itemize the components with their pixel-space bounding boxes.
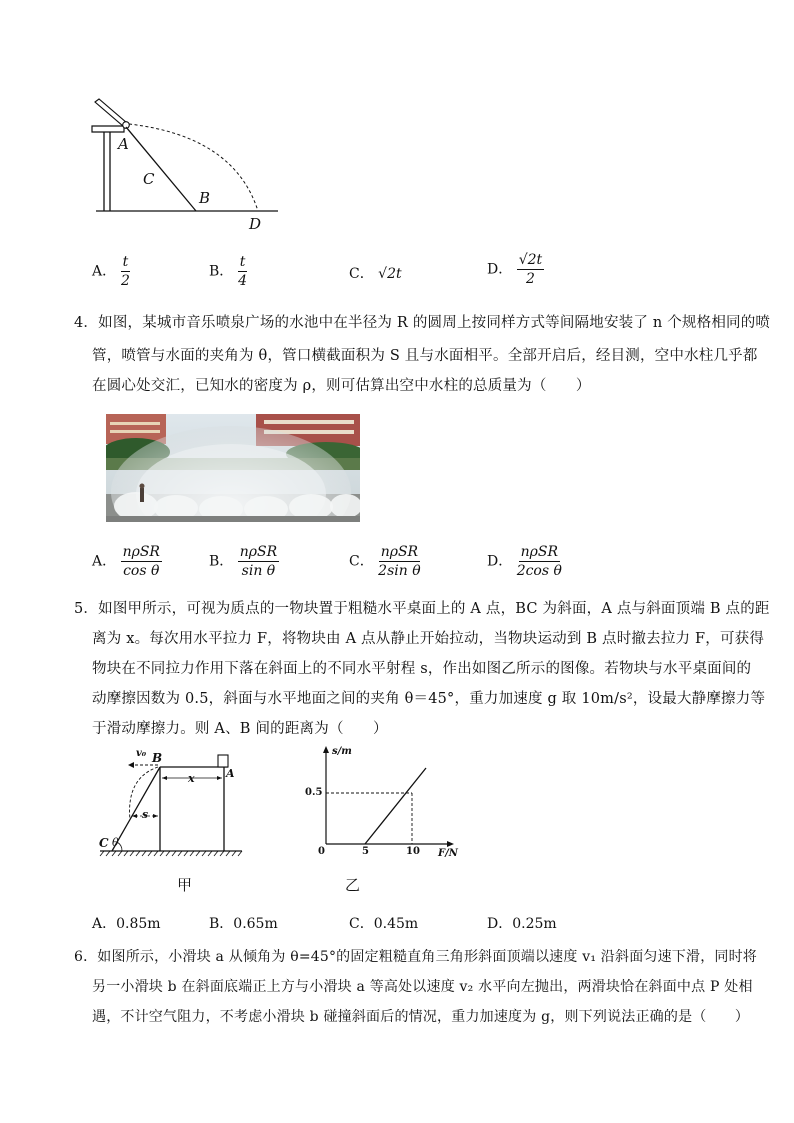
q3-option-b[interactable]: B． $\frac{t}{4}$	[209, 254, 248, 289]
q5-graph-yi	[300, 742, 470, 862]
q5-option-c[interactable]: C．0.45m	[349, 916, 419, 932]
q3-option-a[interactable]: A． $\frac{t}{2}$	[92, 254, 130, 289]
q4-option-d[interactable]: D． $\frac{\text{nρSR}}{\text{2cos θ}}$	[487, 544, 562, 579]
q4-option-b[interactable]: B． $\frac{\text{nρSR}}{\text{sin θ}}$	[209, 544, 278, 579]
yi-caption: 乙	[345, 876, 361, 894]
q5-line-3: 物块在不同拉力作用下落在斜面上的不同水平射程 s，作出如图乙所示的图像。若物块与水平桌面间的	[92, 661, 752, 677]
jia-label-B: B	[152, 751, 163, 765]
yi-tick-05: 0.5	[305, 787, 323, 798]
label-A: A	[118, 135, 129, 153]
fountain-photo	[106, 414, 360, 522]
jia-label-C: C	[99, 836, 109, 850]
jia-label-v0: v₀	[136, 748, 147, 759]
q4-line-1: 4．如图，某城市音乐喷泉广场的水池中在半径为 R 的圆周上按同样方式等间隔地安装了 n 个规格相同的喷	[74, 315, 771, 331]
q5-option-d[interactable]: D．0.25m	[487, 916, 557, 932]
q6-line-3: 遇，不计空气阻力，不考虑小滑块 b 碰撞斜面后的情况，重力加速度为 g，则下列说法正确的是（ ）	[92, 1009, 750, 1025]
jia-label-theta: θ	[112, 836, 119, 849]
label-C: C	[143, 170, 155, 188]
yi-tick-10: 10	[406, 846, 420, 857]
q6-line-2: 另一小滑块 b 在斜面底端正上方与小滑块 a 等高处以速度 v₂ 水平向左抛出，两滑块恰在斜面中点 P 处相	[92, 979, 753, 995]
yi-ylabel: s/m	[332, 746, 352, 757]
yi-xlabel: F/N	[438, 848, 458, 859]
jia-label-s: s	[142, 808, 149, 821]
q5-line-4: 动摩擦因数为 0.5，斜面与水平地面之间的夹角 θ＝45°，重力加速度 g 取 10m/s²，设最大静摩擦力等	[92, 691, 766, 707]
q5-option-b[interactable]: B．0.65m	[209, 916, 278, 932]
q4-line-3: 在圆心处交汇，已知水的密度为 ρ，则可估算出空中水柱的总质量为（ ）	[92, 378, 591, 394]
q4-line-2: 管，喷管与水面的夹角为 θ，管口横截面积为 S 且与水面相平。全部开启后，经目测，空中水柱几乎都	[92, 348, 758, 364]
q4-option-c[interactable]: C． $\frac{\text{nρSR}}{\text{2sin θ}}$	[349, 544, 421, 579]
yi-tick-origin: 0	[318, 846, 325, 857]
q4-option-a[interactable]: A． $\frac{\text{nρSR}}{\text{cos θ}}$	[92, 544, 160, 579]
label-D: D	[249, 215, 262, 233]
q5-option-a[interactable]: A．0.85m	[92, 916, 161, 932]
q3-option-d[interactable]: D． $\frac{√2t}{2}$	[487, 252, 543, 287]
q5-line-2: 离为 x。每次用水平拉力 F，将物块由 A 点从静止开始拉动，当物块运动到 B 点时撤去拉力 F，可获得	[92, 631, 765, 647]
jia-label-x: x	[188, 772, 195, 785]
q3-option-c[interactable]: C． √2t	[349, 266, 402, 282]
label-B: B	[199, 189, 211, 207]
q6-line-1: 6．如图所示，小滑块 a 从倾角为 θ=45°的固定粗糙直角三角形斜面顶端以速度 v₁ 沿斜面匀速下滑，同时将	[74, 949, 757, 965]
q5-line-5: 于滑动摩擦力。则 A、B 间的距离为（ ）	[92, 721, 388, 737]
jia-label-A: A	[226, 767, 235, 780]
q5-line-1: 5．如图甲所示，可视为质点的一物块置于粗糙水平桌面上的 A 点，BC 为斜面，A 点与斜面顶端 B 点的距	[74, 601, 770, 617]
jia-caption: 甲	[177, 876, 193, 894]
graph-line	[365, 768, 426, 844]
yi-tick-5: 5	[362, 846, 369, 857]
